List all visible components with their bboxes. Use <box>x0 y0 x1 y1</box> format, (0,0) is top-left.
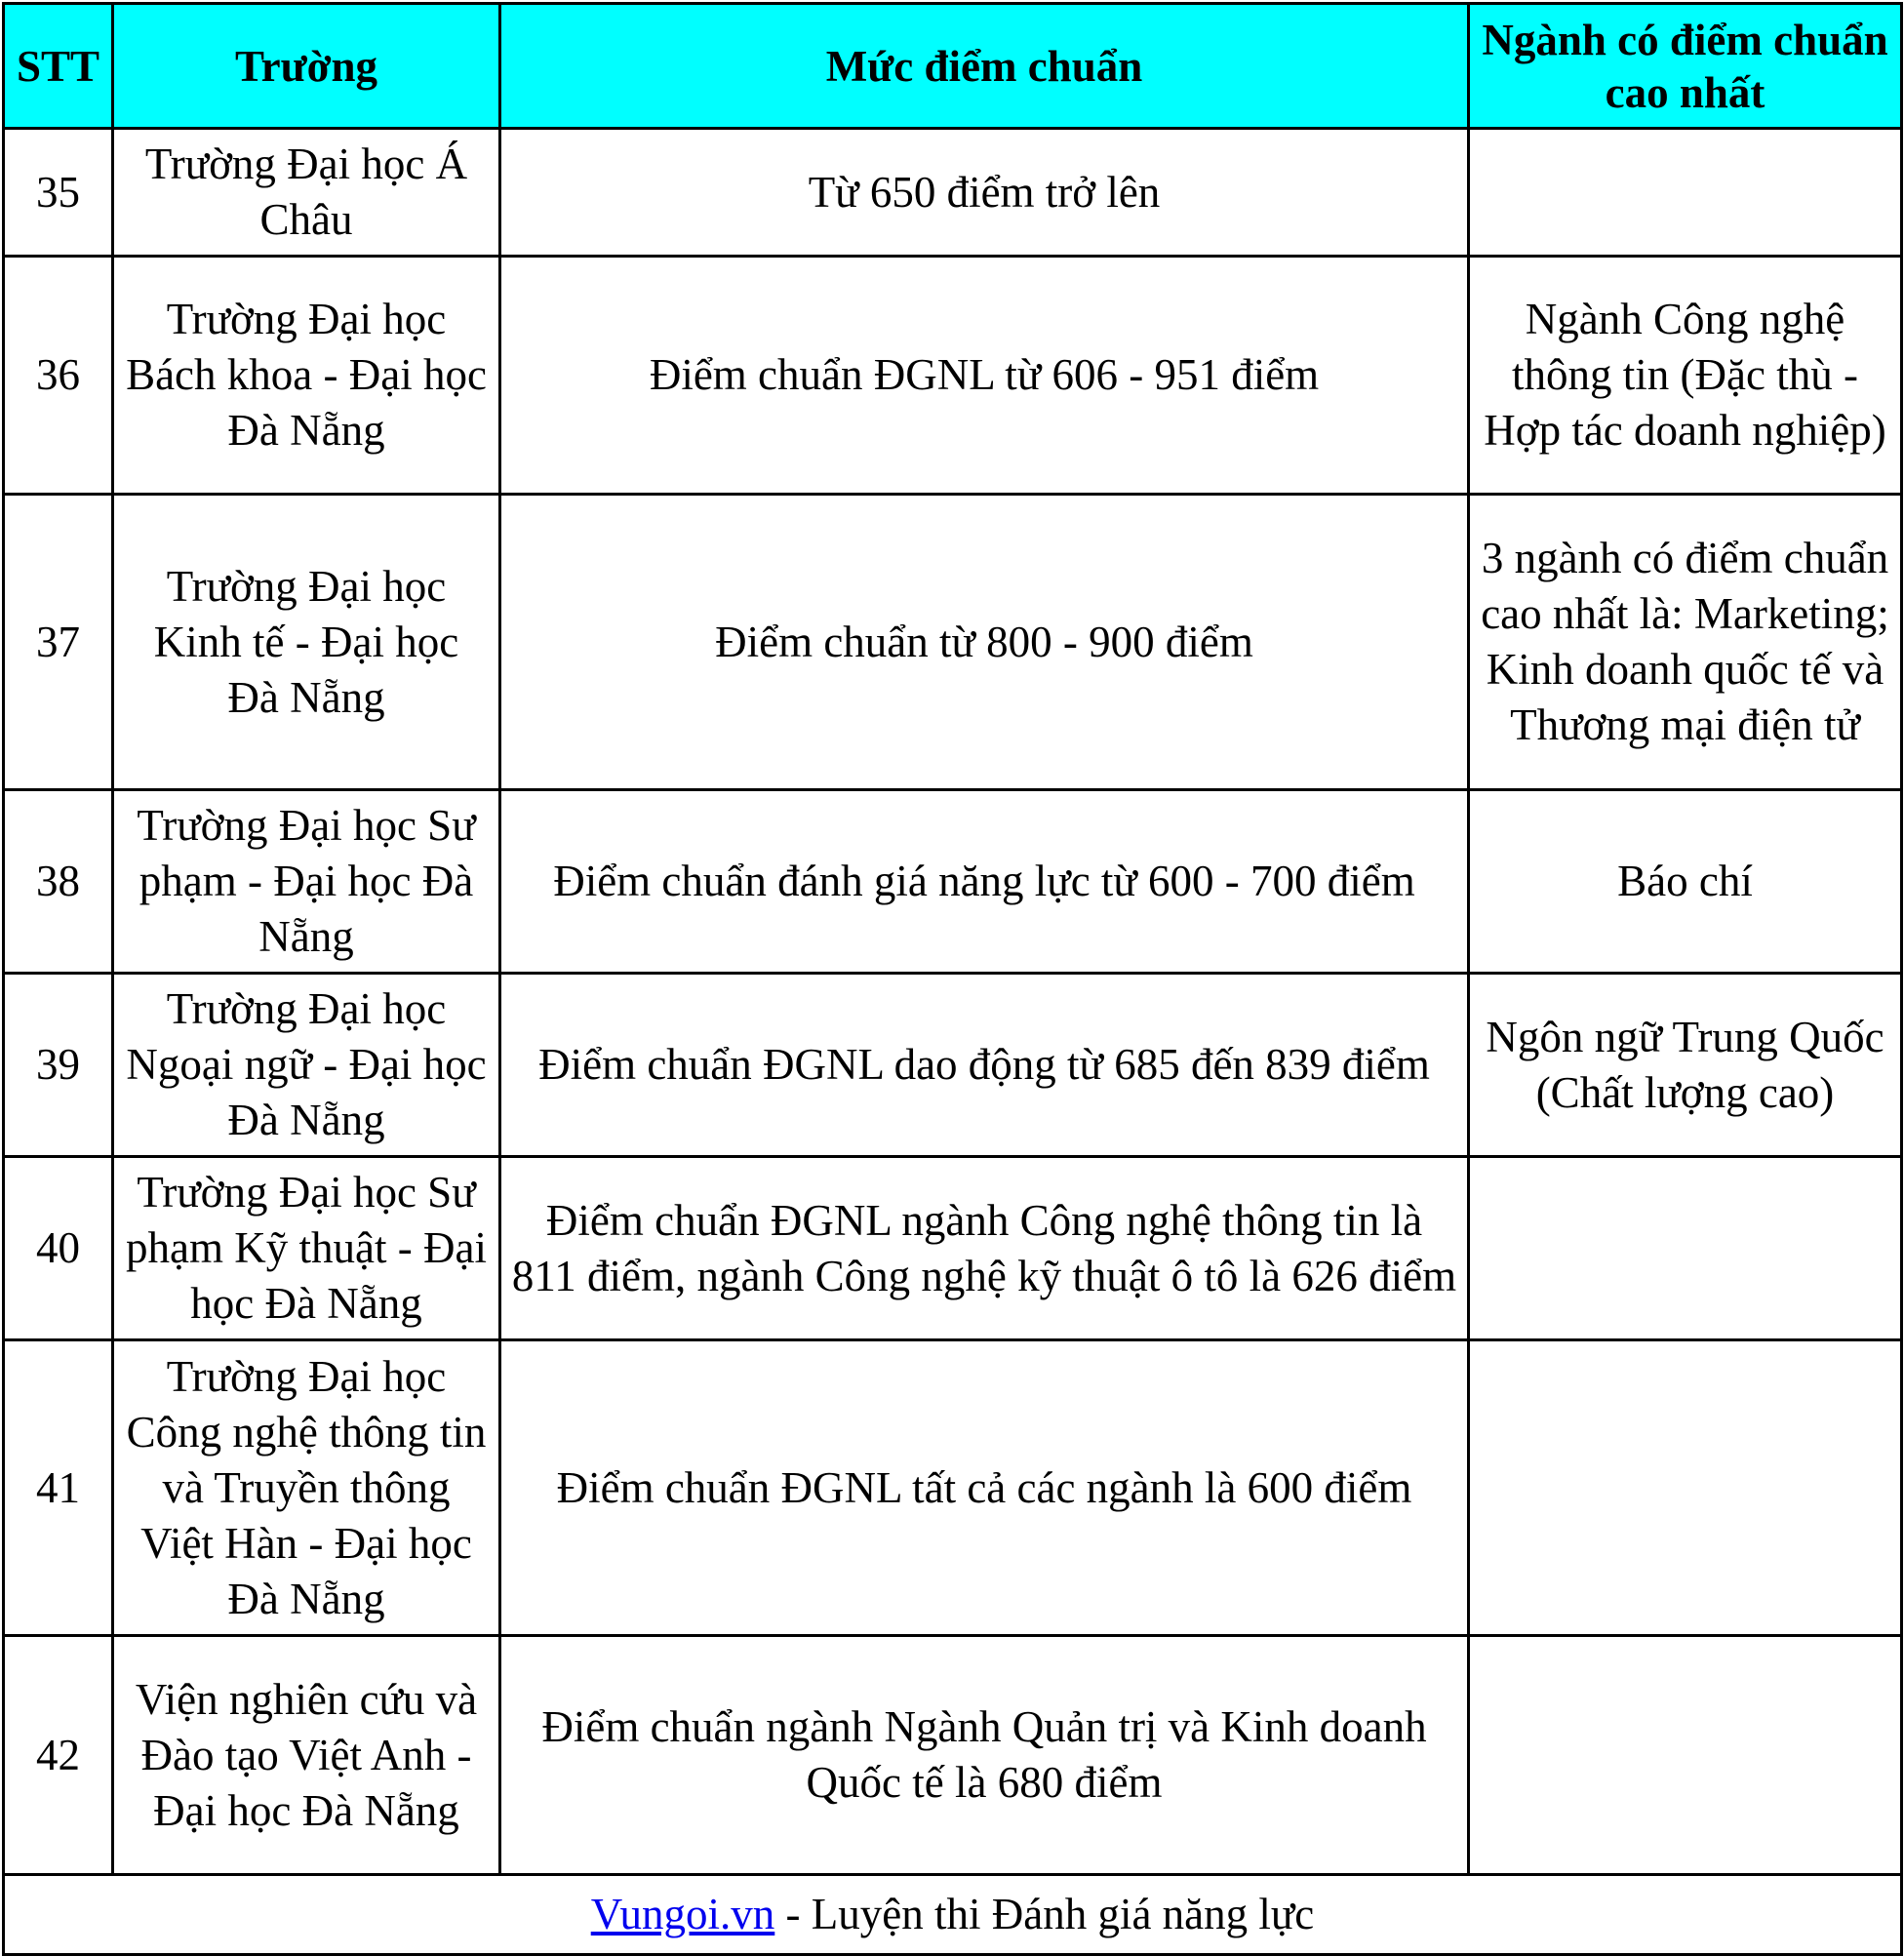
header-truong: Trường <box>113 4 500 129</box>
cell-nganh <box>1469 1340 1902 1636</box>
header-nganh: Ngành có điểm chuẩn cao nhất <box>1469 4 1902 129</box>
cell-truong: Trường Đại học Á Châu <box>113 129 500 257</box>
cell-nganh: Ngành Công nghệ thông tin (Đặc thù - Hợp tác doanh nghiệp) <box>1469 257 1902 495</box>
table-row <box>4 790 1902 974</box>
cell-stt: 36 <box>4 257 113 495</box>
cell-muc-diem: Điểm chuẩn ĐGNL từ 606 - 951 điểm <box>500 257 1469 495</box>
table-row <box>4 974 1902 1157</box>
cell-stt: 35 <box>4 129 113 257</box>
cell-nganh: Ngôn ngữ Trung Quốc (Chất lượng cao) <box>1469 974 1902 1157</box>
cell-nganh: Báo chí <box>1469 790 1902 974</box>
table-row <box>4 257 1902 495</box>
footer-row <box>4 1875 1902 1955</box>
table-row <box>4 1157 1902 1340</box>
cell-truong: Viện nghiên cứu và Đào tạo Việt Anh - Đại học Đà Nẵng <box>113 1636 500 1875</box>
cell-nganh <box>1469 1157 1902 1340</box>
table-row <box>4 129 1902 257</box>
cell-stt: 37 <box>4 495 113 790</box>
cell-muc-diem: Từ 650 điểm trở lên <box>500 129 1469 257</box>
cell-truong: Trường Đại học Công nghệ thông tin và Truyền thông Việt Hàn - Đại học Đà Nẵng <box>113 1340 500 1636</box>
footer-tagline: - Luyện thi Đánh giá năng lực <box>774 1890 1315 1938</box>
cell-nganh <box>1469 1636 1902 1875</box>
cell-stt: 40 <box>4 1157 113 1340</box>
cell-muc-diem: Điểm chuẩn ĐGNL tất cả các ngành là 600 điểm <box>500 1340 1469 1636</box>
vungoi-link[interactable]: Vungoi.vn <box>590 1890 775 1938</box>
cell-truong: Trường Đại học Ngoại ngữ - Đại học Đà Nẵng <box>113 974 500 1157</box>
cell-truong: Trường Đại học Sư phạm - Đại học Đà Nẵng <box>113 790 500 974</box>
table-row <box>4 1636 1902 1875</box>
admission-score-table <box>2 2 1903 1956</box>
cell-muc-diem: Điểm chuẩn từ 800 - 900 điểm <box>500 495 1469 790</box>
table-row <box>4 495 1902 790</box>
cell-truong: Trường Đại học Kinh tế - Đại học Đà Nẵng <box>113 495 500 790</box>
cell-stt: 38 <box>4 790 113 974</box>
cell-truong: Trường Đại học Sư phạm Kỹ thuật - Đại học Đà Nẵng <box>113 1157 500 1340</box>
cell-muc-diem: Điểm chuẩn ĐGNL ngành Công nghệ thông tin là 811 điểm, ngành Công nghệ kỹ thuật ô tô là 626 điểm <box>500 1157 1469 1340</box>
cell-stt: 42 <box>4 1636 113 1875</box>
cell-muc-diem: Điểm chuẩn đánh giá năng lực từ 600 - 700 điểm <box>500 790 1469 974</box>
header-stt: STT <box>4 4 113 129</box>
cell-nganh <box>1469 129 1902 257</box>
cell-muc-diem: Điểm chuẩn ngành Ngành Quản trị và Kinh doanh Quốc tế là 680 điểm <box>500 1636 1469 1875</box>
table-row <box>4 1340 1902 1636</box>
cell-truong: Trường Đại học Bách khoa - Đại học Đà Nẵng <box>113 257 500 495</box>
table-header-row <box>4 4 1902 129</box>
header-muc-diem: Mức điểm chuẩn <box>500 4 1469 129</box>
cell-nganh: 3 ngành có điểm chuẩn cao nhất là: Marketing; Kinh doanh quốc tế và Thương mại điện tử <box>1469 495 1902 790</box>
cell-stt: 41 <box>4 1340 113 1636</box>
cell-muc-diem: Điểm chuẩn ĐGNL dao động từ 685 đến 839 điểm <box>500 974 1469 1157</box>
cell-stt: 39 <box>4 974 113 1157</box>
footer-cell <box>4 1875 1902 1955</box>
